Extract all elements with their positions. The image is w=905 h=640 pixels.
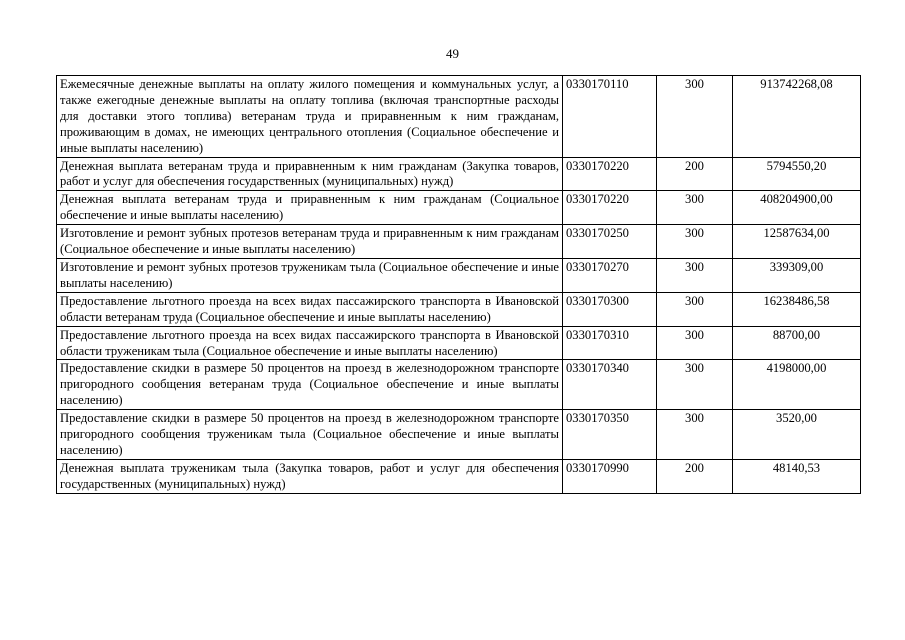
row-description: Денежная выплата ветеранам труда и приравненным к ним гражданам (Закупка товаров, работ и услуг для обеспечения государственных (муниципальных) нужд) xyxy=(57,157,563,191)
row-amount: 3520,00 xyxy=(733,410,861,460)
table-row xyxy=(57,292,861,326)
table-row xyxy=(57,225,861,259)
row-amount: 4198000,00 xyxy=(733,360,861,410)
row-description: Изготовление и ремонт зубных протезов труженикам тыла (Социальное обеспечение и иные выплаты населению) xyxy=(57,258,563,292)
row-amount: 48140,53 xyxy=(733,459,861,493)
row-description: Предоставление льготного проезда на всех видах пассажирского транспорта в Ивановской области труженикам тыла (Социальное обеспечение и иные выплаты населению) xyxy=(57,326,563,360)
row-description: Ежемесячные денежные выплаты на оплату жилого помещения и коммунальных услуг, а также ежегодные денежные выплаты на оплату топлива (включая транспортные расходы для доставки этого топлива) ветеранам труда и приравненным к ним гражданам, проживающим в домах, не имеющих центрального отопления (Социальное обеспечение и иные выплаты населению) xyxy=(57,76,563,158)
row-expense-type: 300 xyxy=(657,292,733,326)
row-description: Предоставление льготного проезда на всех видах пассажирского транспорта в Ивановской области ветеранам труда (Социальное обеспечение и иные выплаты населению) xyxy=(57,292,563,326)
row-expense-type: 300 xyxy=(657,258,733,292)
table-row xyxy=(57,191,861,225)
row-description: Изготовление и ремонт зубных протезов ветеранам труда и приравненным к ним гражданам (Социальное обеспечение и иные выплаты населению) xyxy=(57,225,563,259)
row-amount: 88700,00 xyxy=(733,326,861,360)
row-target-code: 0330170340 xyxy=(563,360,657,410)
row-amount: 408204900,00 xyxy=(733,191,861,225)
row-target-code: 0330170220 xyxy=(563,157,657,191)
budget-table xyxy=(56,75,861,494)
row-expense-type: 300 xyxy=(657,326,733,360)
table-row xyxy=(57,410,861,460)
table-row xyxy=(57,157,861,191)
row-target-code: 0330170270 xyxy=(563,258,657,292)
row-description: Предоставление скидки в размере 50 процентов на проезд в железнодорожном транспорте пригородного сообщения ветеранам труда (Социальное обеспечение и иные выплаты населению) xyxy=(57,360,563,410)
row-target-code: 0330170350 xyxy=(563,410,657,460)
row-target-code: 0330170250 xyxy=(563,225,657,259)
row-description: Денежная выплата ветеранам труда и приравненным к ним гражданам (Социальное обеспечение и иные выплаты населению) xyxy=(57,191,563,225)
row-expense-type: 300 xyxy=(657,191,733,225)
table-row xyxy=(57,326,861,360)
page-number: 49 xyxy=(446,46,459,61)
table-row xyxy=(57,76,861,158)
row-amount: 16238486,58 xyxy=(733,292,861,326)
row-target-code: 0330170310 xyxy=(563,326,657,360)
row-target-code: 0330170990 xyxy=(563,459,657,493)
row-expense-type: 200 xyxy=(657,459,733,493)
row-expense-type: 300 xyxy=(657,410,733,460)
row-expense-type: 300 xyxy=(657,360,733,410)
row-amount: 12587634,00 xyxy=(733,225,861,259)
row-target-code: 0330170110 xyxy=(563,76,657,158)
row-target-code: 0330170300 xyxy=(563,292,657,326)
table-row xyxy=(57,459,861,493)
row-amount: 339309,00 xyxy=(733,258,861,292)
row-expense-type: 300 xyxy=(657,225,733,259)
row-description: Денежная выплата труженикам тыла (Закупка товаров, работ и услуг для обеспечения государственных (муниципальных) нужд) xyxy=(57,459,563,493)
row-expense-type: 200 xyxy=(657,157,733,191)
table-row xyxy=(57,360,861,410)
row-amount: 5794550,20 xyxy=(733,157,861,191)
row-description: Предоставление скидки в размере 50 процентов на проезд в железнодорожном транспорте пригородного сообщения труженикам тыла (Социальное обеспечение и иные выплаты населению) xyxy=(57,410,563,460)
row-amount: 913742268,08 xyxy=(733,76,861,158)
row-target-code: 0330170220 xyxy=(563,191,657,225)
row-expense-type: 300 xyxy=(657,76,733,158)
table-row xyxy=(57,258,861,292)
